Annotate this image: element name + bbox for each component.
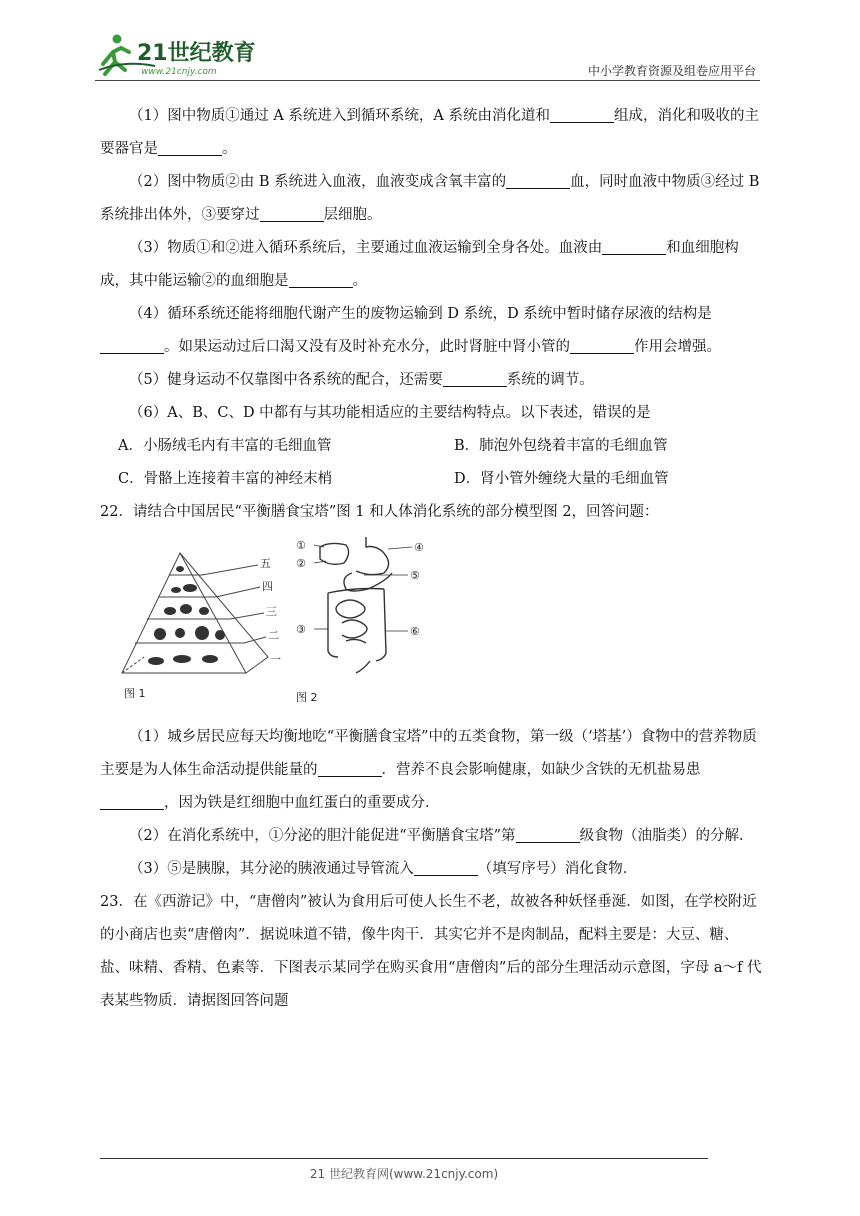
text: 。 xyxy=(352,273,367,289)
label-1-liver: ① xyxy=(296,539,306,552)
logo-title: 21世纪教育 xyxy=(137,41,256,66)
text: （5）健身运动不仅靠图中各系统的配合，还需要 xyxy=(129,372,443,388)
pyramid-level-4: 四 xyxy=(262,580,273,593)
text: 作用会增强。 xyxy=(634,339,721,355)
pyramid-level-2: 二 xyxy=(268,629,279,642)
q21-part1 xyxy=(100,100,764,166)
figure2-caption: 图 2 xyxy=(296,691,318,704)
label-2: ② xyxy=(296,557,306,570)
text: （2）在消化系统中，①分泌的胆汁能促进“平衡膳食宝塔”第 xyxy=(129,828,516,844)
answer-blank[interactable] xyxy=(570,337,634,354)
q21-options xyxy=(100,430,764,496)
text: ．营养不良会影响健康，如缺少含铁的无机盐易患 xyxy=(381,762,701,778)
answer-blank[interactable] xyxy=(443,370,507,387)
document-body xyxy=(100,100,764,1018)
answer-blank[interactable] xyxy=(100,337,164,354)
answer-blank[interactable] xyxy=(602,238,666,255)
text: 级食物（油脂类）的分解． xyxy=(579,828,754,844)
pyramid-level-5: 五 xyxy=(260,557,271,570)
food-pyramid-figure xyxy=(118,535,288,705)
text: （3）物质①和②进入循环系统后，主要通过血液运输到全身各处。血液由 xyxy=(129,240,603,256)
answer-blank[interactable] xyxy=(516,826,580,843)
text: （填写序号）消化食物． xyxy=(477,861,638,877)
text: 和血细胞构成，其中能运输②的血细胞是 xyxy=(100,240,739,289)
option-a[interactable]: A．小肠绒毛内有丰富的毛细血管 xyxy=(118,438,332,454)
option-b[interactable]: B．肺泡外包绕着丰富的毛细血管 xyxy=(454,438,668,454)
q22-part1 xyxy=(100,721,764,820)
page-header xyxy=(95,30,760,82)
text: （3）⑤是胰腺，其分泌的胰液通过导管流入 xyxy=(129,861,414,877)
label-3: ③ xyxy=(296,623,306,636)
label-4: ④ xyxy=(414,541,424,554)
q21-part3 xyxy=(100,232,764,298)
pyramid-level-3: 三 xyxy=(266,605,277,618)
text: 血，同时血液中物质③经过 B 系统排出体外，③要穿过 xyxy=(100,174,760,223)
text: 层细胞。 xyxy=(323,207,382,223)
answer-blank[interactable] xyxy=(506,172,570,189)
option-c[interactable]: C．骨骼上连接着丰富的神经末梢 xyxy=(118,471,333,487)
answer-blank[interactable] xyxy=(289,271,353,288)
text: 。如果运动过后口渴又没有及时补充水分，此时肾脏中肾小管的 xyxy=(164,339,570,355)
q21-part4 xyxy=(100,298,764,364)
answer-blank[interactable] xyxy=(158,139,222,156)
q22-figures xyxy=(100,535,764,707)
q23-stem: 23．在《西游记》中，“唐僧肉”被认为食用后可使人长生不老，故被各种妖怪垂涎．如图，在学校附近的小商店也卖“唐僧肉”．据说味道不错，像牛肉干．其实它并不是肉制品，配料主要是：大豆、糖、盐、味精、香精、色素等．下图表示某同学在购买食用“唐僧肉”后的部分生理活动示意图，字母 a～f 代表某些物质．请据图回答问题 xyxy=(100,894,762,1009)
site-logo xyxy=(95,30,265,78)
label-6: ⑥ xyxy=(410,625,420,638)
text: 系统的调节。 xyxy=(506,372,594,388)
text: （1）图中物质①通过 A 系统进入到循环系统，A 系统由消化道和 xyxy=(129,108,550,124)
answer-blank[interactable] xyxy=(550,106,614,123)
answer-blank[interactable] xyxy=(100,793,164,810)
figure1-caption: 图 1 xyxy=(124,687,146,700)
q22-part2 xyxy=(100,820,764,853)
page-footer: 21 世纪教育网(www.21cnjy.com) xyxy=(309,1167,499,1181)
pyramid-level-1: 一 xyxy=(270,653,281,666)
option-d[interactable]: D．肾小管外缠绕大量的毛细血管 xyxy=(454,471,669,487)
answer-blank[interactable] xyxy=(414,859,478,876)
digestive-system-figure xyxy=(290,533,440,707)
answer-blank[interactable] xyxy=(318,760,382,777)
q22-part3 xyxy=(100,853,764,886)
header-divider xyxy=(95,80,760,81)
text: （4）循环系统还能将细胞代谢产生的废物运输到 D 系统，D 系统中暂时储存尿液的结构是 xyxy=(129,306,712,322)
q21-part2 xyxy=(100,166,764,232)
q22-stem: 22．请结合中国居民“平衡膳食宝塔”图 1 和人体消化系统的部分模型图 2，回答问题： xyxy=(100,504,659,520)
text: 组成，消化和吸收的主要器官是 xyxy=(100,108,759,157)
text: ，因为铁是红细胞中血红蛋白的重要成分． xyxy=(164,795,440,811)
q21-part6: （6）A、B、C、D 中都有与其功能相适应的主要结构特点。以下表述，错误的是 xyxy=(129,405,651,421)
q21-part5 xyxy=(100,364,764,397)
footer-divider xyxy=(100,1158,708,1159)
text: 。 xyxy=(222,141,237,157)
text: （1）城乡居民应每天均衡地吃“平衡膳食宝塔”中的五类食物，第一级（‘塔基’）食物中的营养物质主要是为人体生命活动提供能量的 xyxy=(100,729,757,778)
answer-blank[interactable] xyxy=(260,205,324,222)
logo-url: www.21cnjy.com xyxy=(141,67,217,77)
platform-name: 中小学教育资源及组卷应用平台 xyxy=(587,64,756,78)
label-5-pancreas: ⑤ xyxy=(410,569,420,582)
text: （2）图中物质②由 B 系统进入血液，血液变成含氧丰富的 xyxy=(129,174,507,190)
